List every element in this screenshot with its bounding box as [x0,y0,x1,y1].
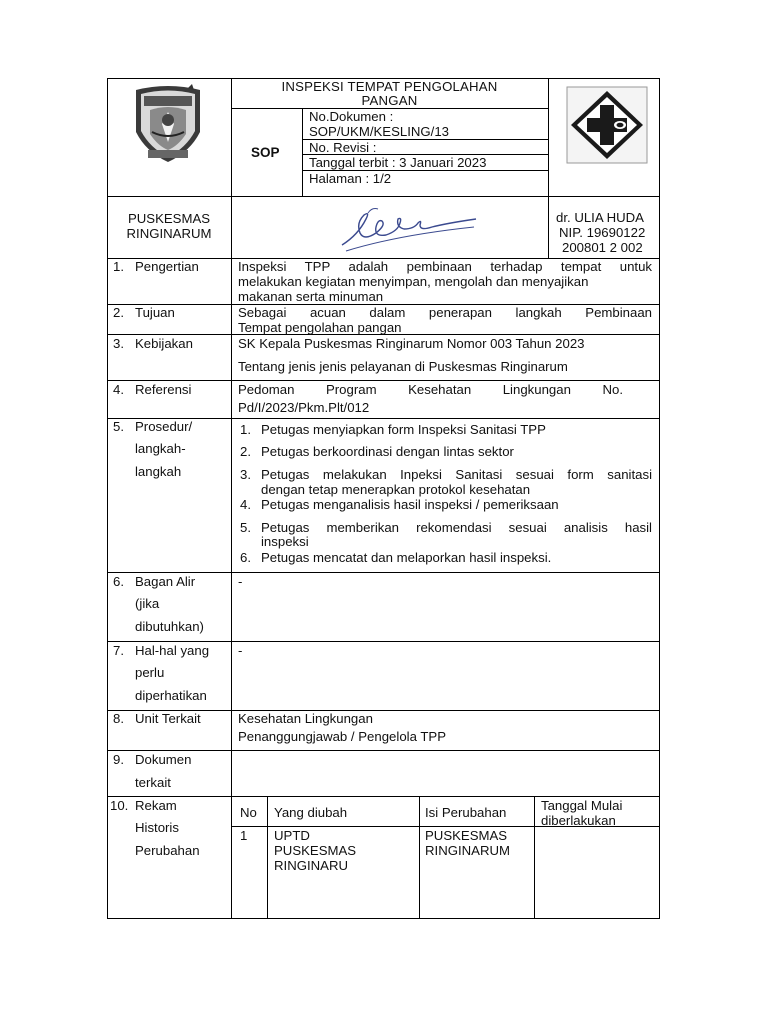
kebijakan-line1: SK Kepala Puskesmas Ringinarum Nomor 003 Tahun 2023 [238,336,585,351]
table-border [302,108,303,196]
history-row-changed-3: RINGINARU [274,858,348,873]
no-dokumen-label: No.Dokumen : [309,109,394,124]
doc-title-line2: PANGAN [361,93,418,108]
table-border [548,78,549,258]
step-number: 6. [240,550,251,565]
step-text: Petugas berkoordinasi dengan lintas sektor [261,444,514,459]
row-number: 5. [113,419,124,434]
signature-image [338,205,480,257]
bagan-value: - [238,574,243,589]
table-border [107,918,660,919]
history-row-content-2: RINGINARUM [425,843,510,858]
row-label-rekam-1: Rekam [135,798,177,813]
row-number: 3. [113,336,124,351]
row-label-prosedur-1: Prosedur/ [135,419,193,434]
row-label-bagan-1: Bagan Alir [135,574,196,589]
table-border [107,796,660,797]
history-row-no: 1 [240,828,248,843]
table-border [107,572,660,573]
doc-title-line1: INSPEKSI TEMPAT PENGOLAHAN [281,79,498,94]
row-number: 7. [113,643,124,658]
table-border [107,750,660,751]
history-header-no: No [240,805,257,820]
signer-nip-line1: NIP. 19690122 [559,225,646,240]
row-label-halhal-2: perlu [135,665,165,680]
history-row-content-1: PUSKESMAS [425,828,508,843]
row-label-pengertian: Pengertian [135,259,199,274]
referensi-line1: Pedoman Program Kesehatan Lingkungan No. [238,382,623,397]
signer-name: dr. ULIA HUDA [556,210,644,225]
row-number: 1. [113,259,124,274]
step-text: Petugas melakukan Inpeksi Sanitasi sesuai form sanitasi [261,467,652,482]
row-number: 8. [113,711,124,726]
step-number: 3. [240,467,251,482]
step-text: Petugas mencatat dan melaporkan hasil inspeksi. [261,550,552,565]
unit-line1: Kesehatan Lingkungan [238,711,373,726]
table-border [107,641,660,642]
history-header-date-2: diberlakukan [541,813,616,828]
tujuan-line2: Tempat pengolahan pangan [238,320,402,335]
table-border [659,78,660,919]
row-label-rekam-2: Historis [135,820,179,835]
kendal-crest-logo [130,84,206,164]
puskesmas-name-line1: PUSKESMAS [127,211,211,226]
step-number: 2. [240,444,251,459]
row-label-kebijakan: Kebijakan [135,336,193,351]
no-dokumen-value: SOP/UKM/KESLING/13 [309,124,449,139]
sop-label: SOP [251,145,280,160]
table-border [419,796,420,918]
row-label-prosedur-2: langkah- [135,441,186,456]
step-text: Petugas menyiapkan form Inspeksi Sanitasi TPP [261,422,546,437]
halhal-value: - [238,643,243,658]
history-row-changed-2: PUSKESMAS [274,843,357,858]
step-text: Petugas memberikan rekomendasi sesuai analisis hasil [261,520,652,535]
row-label-tujuan: Tujuan [135,305,175,320]
puskesmas-name-line2: RINGINARUM [126,226,212,241]
step-text: Petugas menganalisis hasil inspeksi / pemeriksaan [261,497,559,512]
row-label-halhal-1: Hal-hal yang [135,643,210,658]
row-label-bagan-2: (jika [135,596,160,611]
signer-nip-line2: 200801 2 002 [562,240,643,255]
unit-line2: Penanggungjawab / Pengelola TPP [238,729,446,744]
row-number: 2. [113,305,124,320]
history-header-changed: Yang diubah [274,805,348,820]
row-label-referensi: Referensi [135,382,192,397]
pengertian-line2: melakukan kegiatan menyimpan, mengolah dan menyajikan [238,274,589,289]
row-label-bagan-3: dibutuhkan) [135,619,204,634]
step-text-cont: dengan tetap menerapkan protokol kesehatan [261,482,531,497]
table-border [231,258,232,919]
table-border [534,796,535,918]
row-label-halhal-3: diperhatikan [135,688,207,703]
row-number: 9. [113,752,124,767]
row-label-dokumen-1: Dokumen [135,752,192,767]
puskesmas-logo [566,86,648,164]
history-header-content: Isi Perubahan [425,805,507,820]
tanggal-terbit: Tanggal terbit : 3 Januari 2023 [309,155,487,170]
row-label-dokumen-2: terkait [135,775,171,790]
history-header-date-1: Tanggal Mulai [541,798,623,813]
row-number: 6. [113,574,124,589]
row-label-prosedur-3: langkah [135,464,182,479]
halaman: Halaman : 1/2 [309,171,392,186]
kebijakan-line2: Tentang jenis jenis pelayanan di Puskesmas Ringinarum [238,359,568,374]
referensi-line2: Pd/I/2023/Pkm.Plt/012 [238,400,370,415]
row-number: 10. [110,798,129,813]
table-border [267,796,268,918]
pengertian-line3: makanan serta minuman [238,289,384,304]
table-border [107,78,108,919]
row-label-rekam-3: Perubahan [135,843,200,858]
row-number: 4. [113,382,124,397]
pengertian-line1: Inspeksi TPP adalah pembinaan terhadap tempat untuk [238,259,652,274]
step-number: 4. [240,497,251,512]
tujuan-line1: Sebagai acuan dalam penerapan langkah Pembinaan [238,305,652,320]
step-number: 5. [240,520,251,535]
table-border [107,196,660,197]
no-revisi: No. Revisi : [309,140,377,155]
history-row-changed-1: UPTD [274,828,310,843]
row-label-unit: Unit Terkait [135,711,201,726]
step-text-cont: inspeksi [261,534,309,549]
table-border [107,380,660,381]
step-number: 1. [240,422,251,437]
